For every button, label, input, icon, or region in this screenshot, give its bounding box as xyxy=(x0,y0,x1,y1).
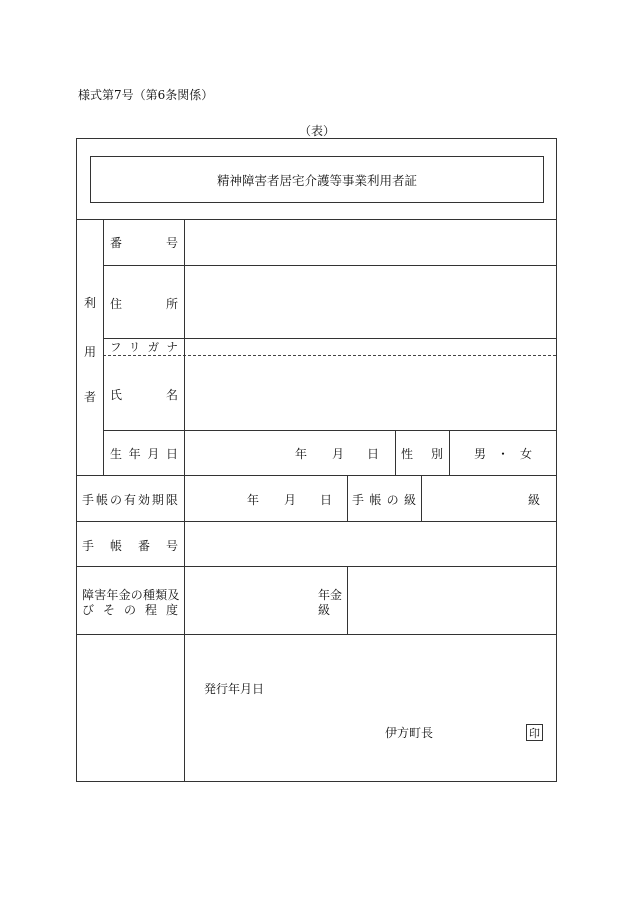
notebook-number-label xyxy=(82,537,178,554)
user-group-divider xyxy=(103,219,104,476)
furigana-label-char: ナ xyxy=(166,340,178,354)
border-top xyxy=(76,138,557,139)
gender-label-right xyxy=(449,430,450,476)
border-left xyxy=(76,138,77,782)
grade-label-char: 手 xyxy=(352,493,365,507)
pension-divider xyxy=(347,566,348,635)
validity-label-char: 期 xyxy=(151,493,164,507)
pension-unit-line2: 級 xyxy=(318,603,331,617)
label-column-divider xyxy=(184,219,185,782)
furigana-label-char: ガ xyxy=(147,340,160,354)
number-label-char: 号 xyxy=(165,236,178,250)
pension-unit-line1: 年金 xyxy=(318,588,343,602)
name-field[interactable] xyxy=(186,357,555,429)
pension-label-line2 xyxy=(82,601,178,618)
number-label-char: 番 xyxy=(110,236,123,250)
pension-label-char: び xyxy=(82,603,95,617)
border-right xyxy=(556,138,557,782)
birthdate-label xyxy=(110,445,178,462)
notebook-number-label-char: 帳 xyxy=(109,539,122,553)
line-below-notebook-number xyxy=(76,566,557,567)
furigana-field[interactable] xyxy=(186,340,555,354)
notebook-number-label-char: 手 xyxy=(82,539,95,553)
user-label-char-2: 用 xyxy=(84,345,97,359)
birthdate-label-char: 年 xyxy=(128,447,141,461)
grade-label-right xyxy=(421,475,422,522)
birthdate-label-char: 日 xyxy=(165,447,178,461)
number-label xyxy=(110,234,178,251)
grade-label xyxy=(352,491,416,508)
issuer-name: 伊方町長 xyxy=(385,726,434,740)
address-label xyxy=(110,295,178,312)
birthdate-label-char: 生 xyxy=(110,447,123,461)
birth-year-unit: 年 xyxy=(295,447,308,461)
furigana-label-char: リ xyxy=(128,340,141,354)
form-id: 様式第7号（第6条関係） xyxy=(78,88,214,102)
number-field[interactable] xyxy=(186,221,555,264)
furigana-label-char: フ xyxy=(110,340,122,354)
grade-label-char: 級 xyxy=(403,493,416,507)
gender-label-char: 性 xyxy=(401,447,414,461)
line-below-birth xyxy=(76,475,557,476)
validity-label-char: 手 xyxy=(82,493,95,507)
issue-date-label: 発行年月日 xyxy=(204,682,265,696)
line-below-title xyxy=(76,219,557,220)
user-label-char-3: 者 xyxy=(84,390,97,404)
validity-label-char: の xyxy=(109,493,122,507)
pension-label-line1: 障害年金の種類及 xyxy=(82,588,180,602)
gender-separator: ・ xyxy=(496,447,509,461)
card-title: 精神障害者居宅介護等事業利用者証 xyxy=(216,172,417,188)
line-below-pension xyxy=(76,634,557,635)
validity-year-unit: 年 xyxy=(247,493,260,507)
seal-text: 印 xyxy=(529,726,540,740)
name-label-char: 名 xyxy=(165,388,178,402)
furigana-dashed-line xyxy=(103,355,556,356)
gender-male[interactable]: 男 xyxy=(474,447,487,461)
gender-female[interactable]: 女 xyxy=(519,447,532,461)
address-field[interactable] xyxy=(186,267,555,337)
address-label-char: 住 xyxy=(110,297,123,311)
card-title-box xyxy=(90,156,544,203)
notebook-number-label-char: 号 xyxy=(165,539,178,553)
gender-label-left xyxy=(395,430,396,476)
validity-label-char: 効 xyxy=(137,493,150,507)
seal-stamp xyxy=(526,724,543,741)
validity-label-char: 帳 xyxy=(95,493,108,507)
gender-options[interactable] xyxy=(474,445,532,462)
validity-label-char: 有 xyxy=(123,493,136,507)
gender-label xyxy=(401,445,443,462)
side-label: （表） xyxy=(299,124,336,138)
birth-month-unit: 月 xyxy=(332,447,345,461)
line-below-validity xyxy=(76,521,557,522)
pension-label-char: の xyxy=(123,603,136,617)
name-label-char: 氏 xyxy=(110,388,123,402)
birthdate-label-char: 月 xyxy=(147,447,160,461)
birth-day-unit: 日 xyxy=(367,447,380,461)
grade-label-char: の xyxy=(386,493,399,507)
address-label-char: 所 xyxy=(165,297,178,311)
grade-label-left xyxy=(347,475,348,522)
pension-label-char: 度 xyxy=(165,603,178,617)
name-label xyxy=(110,386,178,403)
validity-label xyxy=(82,491,178,508)
gender-label-char: 別 xyxy=(430,447,443,461)
line-below-number xyxy=(103,265,557,266)
user-label-char-1: 利 xyxy=(84,296,97,310)
grade-unit: 級 xyxy=(528,493,541,507)
notebook-number-field[interactable] xyxy=(186,523,555,565)
notebook-number-label-char: 番 xyxy=(137,539,150,553)
border-bottom xyxy=(76,781,557,782)
grade-label-char: 帳 xyxy=(369,493,382,507)
furigana-label xyxy=(110,339,178,355)
pension-label-char: 程 xyxy=(144,603,157,617)
validity-month-unit: 月 xyxy=(284,493,297,507)
validity-day-unit: 日 xyxy=(320,493,333,507)
line-below-name xyxy=(103,430,557,431)
pension-label-char: そ xyxy=(102,603,115,617)
validity-label-char: 限 xyxy=(165,493,178,507)
